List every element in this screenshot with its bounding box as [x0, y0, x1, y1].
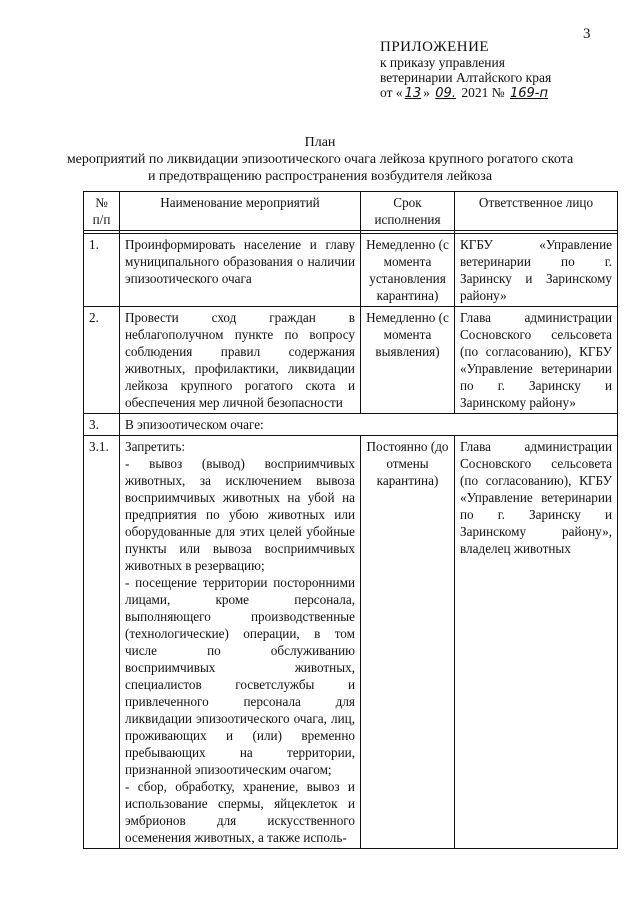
row-num: 1. — [84, 234, 120, 307]
table-row — [84, 414, 618, 436]
date-year: 2021 № — [457, 85, 505, 100]
date-prefix: от « — [380, 85, 403, 100]
appendix-line-department: ветеринарии Алтайского края — [380, 70, 552, 85]
date-mid: » — [423, 85, 434, 100]
row-term: Немедленно (с момента установления карантина) — [361, 234, 455, 307]
action-item: - посещение территории посторонними лицами, кроме персонала, выполняющего производственные (технологические) операции, в том числе по обслуживанию восприимчивых животных, специалистов госветслужбы и привлеченного персонала для ликвидации эпизоотического очага, лиц, проживающих и (или) временно пребывающих на территории, признанной эпизоотическим очагом; — [125, 575, 355, 777]
table-row — [84, 307, 618, 414]
row-action: В эпизоотическом очаге: — [120, 414, 618, 436]
row-term: Постоянно (до отмены карантина) — [361, 436, 455, 849]
order-number: 169-п — [509, 86, 548, 101]
row-responsible: Глава администрации Сосновского сельсовета (по согласованию), КГБУ «Управление ветеринарии по г. Заринску и Заринскому району» — [455, 307, 618, 414]
row-responsible: Глава администрации Сосновского сельсовета (по согласованию), КГБУ «Управление ветеринарии по г. Заринску и Заринскому району», владелец животных — [455, 436, 618, 849]
action-item: - вывоз (вывод) восприимчивых животных, за исключением вывоза восприимчивых животных на убой на предприятия по убою животных или оборудованные для этих целей убойные пункты или вывоза восприимчивых животных в резервацию; — [125, 456, 355, 573]
date-month: 09. — [435, 86, 456, 101]
date-day: 13 — [404, 86, 422, 101]
heading-line-1: План — [304, 135, 336, 150]
measures-table — [83, 191, 618, 849]
heading-line-3: и предотвращению распространения возбудителя лейкоза — [147, 169, 493, 184]
row-num: 3. — [84, 414, 120, 436]
row-num: 2. — [84, 307, 120, 414]
appendix-block — [380, 40, 630, 101]
plan-heading — [0, 134, 640, 185]
action-intro: Запретить: — [125, 439, 186, 454]
appendix-date-line — [380, 85, 630, 101]
action-item: - сбор, обработку, хранение, вывоз и использование спермы, яйцеклеток и эмбрионов для искусственного осеменения животных, а также исполь- — [125, 779, 355, 845]
heading-line-2: мероприятий по ликвидации эпизоотического очага лейкоза крупного рогатого скота — [66, 152, 574, 167]
header-num: № п/п — [84, 192, 120, 231]
table-header-row — [84, 192, 618, 231]
table-row — [84, 436, 618, 849]
row-action: Провести сход граждан в неблагополучном пункте по вопросу соблюдения правил содержания животных, профилактики, ликвидации лейкоза крупного рогатого скота и обеспечения мер личной безопасности — [120, 307, 361, 414]
header-action: Наименование мероприятий — [120, 192, 361, 231]
header-term: Срок исполнения — [361, 192, 455, 231]
row-num: 3.1. — [84, 436, 120, 849]
page-number: 3 — [583, 26, 591, 42]
row-action — [120, 436, 361, 849]
appendix-line-order: к приказу управления — [380, 55, 505, 70]
appendix-title: ПРИЛОЖЕНИЕ — [380, 39, 490, 55]
table-row — [84, 234, 618, 307]
header-responsible: Ответственное лицо — [455, 192, 618, 231]
row-responsible: КГБУ «Управление ветеринарии по г. Заринску и Заринскому району» — [455, 234, 618, 307]
row-term: Немедленно (с момента выявления) — [361, 307, 455, 414]
row-action: Проинформировать население и главу муниципального образования о наличии эпизоотического очага — [120, 234, 361, 307]
